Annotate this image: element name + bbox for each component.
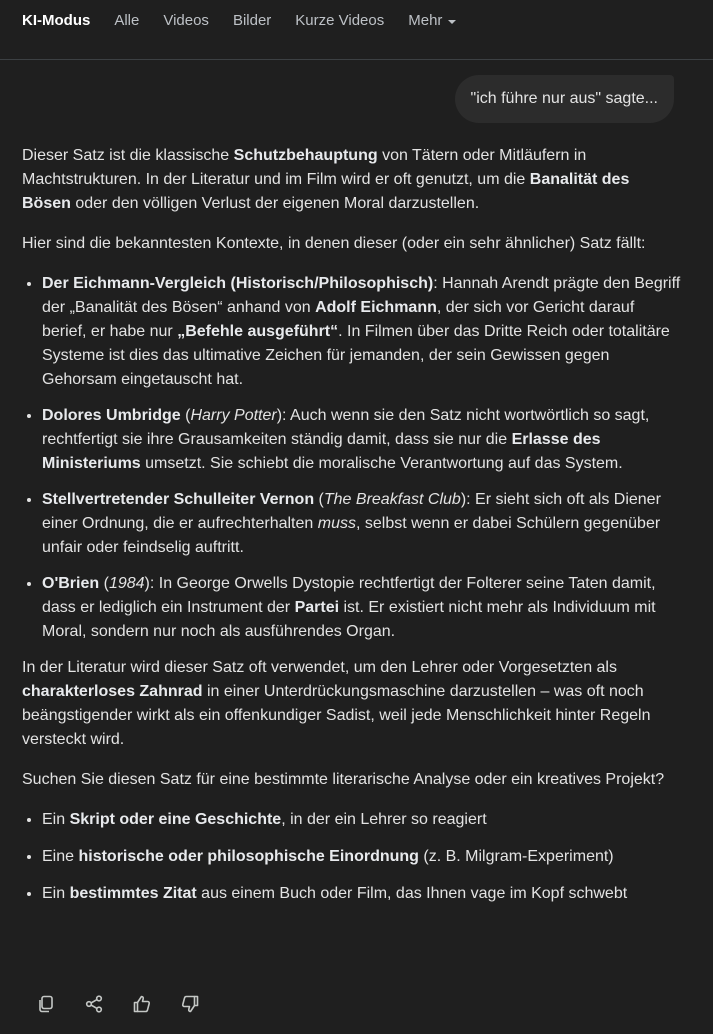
text: (: [99, 575, 109, 592]
list-item: [42, 845, 682, 869]
tab-bilder[interactable]: Bilder: [232, 12, 272, 29]
tab-ki-modus[interactable]: KI-Modus: [22, 12, 91, 29]
text: ): Er sieht sich oft als Diener einer Ordnung, die er aufrechterhalten: [42, 491, 661, 532]
thumbs-up-icon: [132, 994, 152, 1014]
tab-kurze-videos[interactable]: Kurze Videos: [295, 12, 385, 29]
text: , in der ein Lehrer so reagiert: [281, 811, 487, 828]
bold-text: „Befehle ausgeführt“: [177, 323, 339, 340]
bold-text: Partei: [294, 599, 340, 616]
italic-text: 1984: [108, 575, 145, 592]
text: . In Filmen über das Dritte Reich oder totalitäre Systeme ist dies das ultimative Zeichen für jemanden, der sein Gewissen gegen Gehorsam eingetauscht hat.: [42, 323, 670, 388]
bold-text: Stellvertretender Schulleiter Vernon: [42, 491, 315, 508]
tab-mehr[interactable]: [408, 9, 456, 33]
tab-mehr-label: Mehr: [408, 12, 443, 29]
bold-text: Adolf Eichmann: [315, 299, 437, 316]
italic-text: Harry Potter: [190, 407, 277, 424]
list-item: [42, 572, 682, 644]
text: (: [180, 407, 191, 424]
text: ): In George Orwells Dystopie rechtfertigt der Folterer seine Taten damit, dass er lediglich ein Instrument der: [42, 575, 656, 616]
bold-text: Der Eichmann-Vergleich (Historisch/Philosophisch): [42, 275, 434, 292]
text: ist. Er existiert nicht mehr als Individuum mit Moral, sondern nur noch als ausführendes Organ.: [42, 599, 656, 640]
literature-paragraph: [22, 656, 682, 752]
bold-text: O'Brien: [42, 575, 100, 592]
bold-text: Banalität des Bösen: [22, 171, 630, 212]
answer-actions: [32, 990, 204, 1018]
ai-answer: [22, 144, 682, 919]
bold-text: Dolores Umbridge: [42, 407, 181, 424]
list-item: [42, 808, 682, 832]
search-mode-tabs: [0, 0, 713, 42]
contexts-intro: Hier sind die bekanntesten Kontexte, in denen dieser (oder ein sehr ähnlicher) Satz fällt:: [22, 235, 646, 252]
text: aus einem Buch oder Film, das Ihnen vage im Kopf schwebt: [196, 885, 628, 902]
text: von Tätern oder Mitläufern in Machtstrukturen. In der Literatur und im Film wird er oft genutzt, um die: [22, 147, 587, 188]
list-item: [42, 404, 682, 476]
bold-text: bestimmtes Zitat: [69, 885, 197, 902]
header-divider: [0, 59, 713, 60]
italic-text: The Breakfast Club: [323, 491, 461, 508]
text: ): Auch wenn sie den Satz nicht wortwörtlich so sagt, rechtfertigt sie ihre Grausamkeiten ständig damit, dass sie nur die: [42, 407, 650, 448]
contexts-list: [22, 272, 682, 644]
text: Eine: [42, 848, 79, 865]
text: (: [314, 491, 324, 508]
follow-up-question: Suchen Sie diesen Satz für eine bestimmte literarische Analyse oder ein kreatives Projekt?: [22, 771, 665, 788]
share-button[interactable]: [80, 990, 108, 1018]
tab-alle[interactable]: Alle: [114, 12, 140, 29]
text: , selbst wenn er dabei Schülern gegenüber unfair oder feindselig auftritt.: [42, 515, 661, 556]
text: : Hannah Arendt prägte den Begriff der „Banalität des Bösen“ anhand von: [42, 275, 681, 316]
options-list: [22, 808, 682, 906]
text: , der sich vor Gericht darauf berief, er habe nur: [42, 299, 635, 340]
list-item: [42, 272, 682, 392]
share-icon: [84, 994, 104, 1014]
user-query-text: "ich führe nur aus" sagte...: [470, 90, 658, 107]
user-query-bubble: [455, 75, 674, 123]
bold-text: charakterloses Zahnrad: [22, 683, 203, 700]
text: In der Literatur wird dieser Satz oft verwendet, um den Lehrer oder Vorgesetzten als: [22, 659, 617, 676]
bold-text: Skript oder eine Geschichte: [69, 811, 282, 828]
thumbs-up-button[interactable]: [128, 990, 156, 1018]
text: umsetzt. Sie schiebt die moralische Verantwortung auf das System.: [140, 455, 623, 472]
answer-intro: [22, 144, 682, 216]
tab-videos[interactable]: Videos: [163, 12, 209, 29]
bold-text: historische oder philosophische Einordnung: [78, 848, 419, 865]
chevron-down-icon: [448, 20, 456, 24]
thumbs-down-icon: [180, 994, 200, 1014]
text: oder den völligen Verlust der eigenen Moral darzustellen.: [70, 195, 480, 212]
text: Ein: [42, 811, 70, 828]
text: (z. B. Milgram-Experiment): [418, 848, 614, 865]
bold-text: Erlasse des Ministeriums: [42, 431, 601, 472]
list-item: [42, 488, 682, 560]
list-item: [42, 882, 682, 906]
text: Dieser Satz ist die klassische: [22, 147, 234, 164]
text: in einer Unterdrückungsmaschine darzustellen – was oft noch beängstigender wirkt als ein offenkundiger Sadist, weil jede Menschlichkeit hinter Regeln versteckt wird.: [22, 683, 651, 748]
copy-icon: [36, 994, 56, 1014]
italic-text: muss: [317, 515, 356, 532]
thumbs-down-button[interactable]: [176, 990, 204, 1018]
bold-text: Schutzbehauptung: [233, 147, 378, 164]
copy-button[interactable]: [32, 990, 60, 1018]
text: Ein: [42, 885, 70, 902]
